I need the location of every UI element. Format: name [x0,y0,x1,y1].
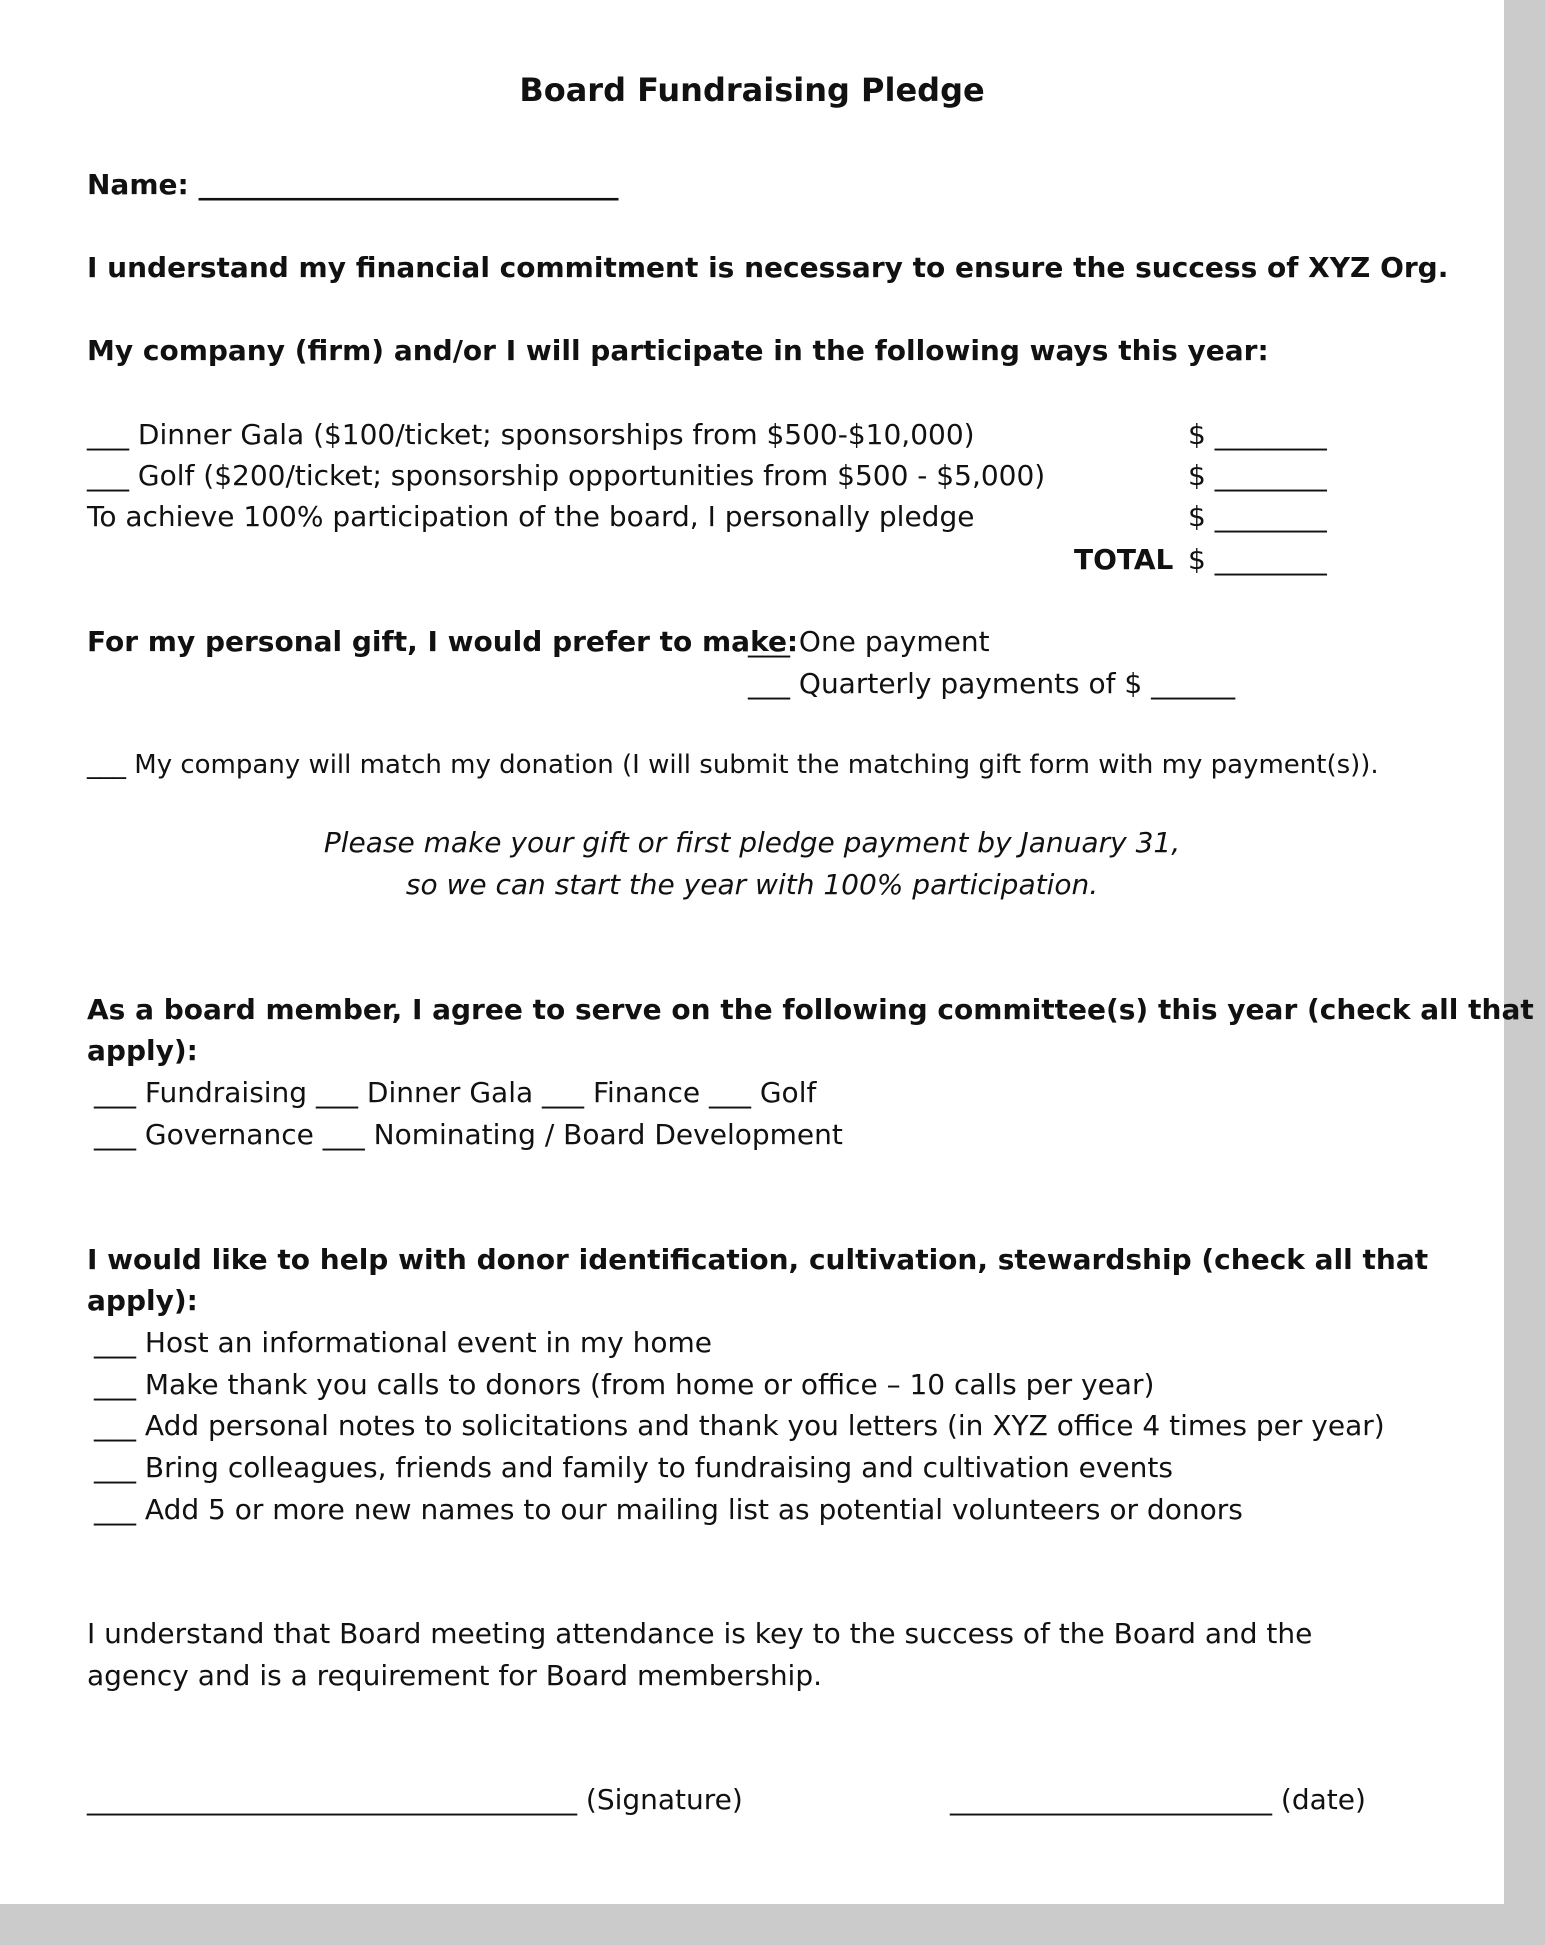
company-match-option[interactable]: ___ My company will match my donation (I will submit the matching gift form with my payment(s)). [87,750,1379,780]
date-field[interactable]: _______________________ (date) [950,1783,1366,1816]
total-label: TOTAL [1074,543,1174,576]
donor-help-item[interactable]: ___ Add 5 or more new names to our mailing list as potential volunteers or donors [94,1493,1243,1526]
pledge-row-dinner-gala[interactable]: ___ Dinner Gala ($100/ticket; sponsorships from $500-$10,000) [87,418,975,451]
committee-heading-line2: apply): [87,1034,198,1067]
page-title: Board Fundraising Pledge [519,71,985,109]
signature-field[interactable]: ___________________________________ (Signature) [87,1783,743,1816]
pledge-amount-personal[interactable]: $ ________ [1188,500,1327,533]
committee-options-row1[interactable]: ___ Fundraising ___ Dinner Gala ___ Finance ___ Golf [94,1076,817,1109]
attendance-statement-line2: agency and is a requirement for Board membership. [87,1659,823,1692]
deadline-note-line1: Please make your gift or first pledge payment by January 31, [323,826,1181,859]
pledge-row-personal: To achieve 100% participation of the board, I personally pledge [87,500,975,533]
donor-help-item[interactable]: ___ Bring colleagues, friends and family to fundraising and cultivation events [94,1451,1173,1484]
pledge-amount-golf[interactable]: $ ________ [1188,459,1327,492]
donor-help-item[interactable]: ___ Host an informational event in my home [94,1326,712,1359]
name-field[interactable]: Name: ______________________________ [87,168,619,201]
payment-option-quarterly[interactable]: ___ Quarterly payments of $ ______ [748,667,1236,700]
attendance-statement-line1: I understand that Board meeting attendance is key to the success of the Board and the [87,1617,1313,1650]
payment-option-one[interactable]: ___ One payment [748,625,990,658]
donor-help-heading-line2: apply): [87,1284,198,1317]
pledge-row-golf[interactable]: ___ Golf ($200/ticket; sponsorship opportunities from $500 - $5,000) [87,459,1046,492]
donor-help-heading-line1: I would like to help with donor identification, cultivation, stewardship (check all that [87,1243,1429,1276]
payment-prompt: For my personal gift, I would prefer to make: [87,625,799,658]
participation-heading: My company (firm) and/or I will participate in the following ways this year: [87,334,1269,367]
committee-options-row2[interactable]: ___ Governance ___ Nominating / Board Development [94,1118,843,1151]
commitment-statement: I understand my financial commitment is necessary to ensure the success of XYZ Org. [87,251,1449,284]
pledge-amount-dinner-gala[interactable]: $ ________ [1188,418,1327,451]
committee-heading-line1: As a board member, I agree to serve on the following committee(s) this year (check all that [87,993,1534,1026]
donor-help-item[interactable]: ___ Add personal notes to solicitations and thank you letters (in XYZ office 4 times per year) [94,1409,1385,1442]
total-amount[interactable]: $ ________ [1188,543,1327,576]
deadline-note-line2: so we can start the year with 100% participation. [405,868,1099,901]
donor-help-item[interactable]: ___ Make thank you calls to donors (from home or office – 10 calls per year) [94,1368,1155,1401]
